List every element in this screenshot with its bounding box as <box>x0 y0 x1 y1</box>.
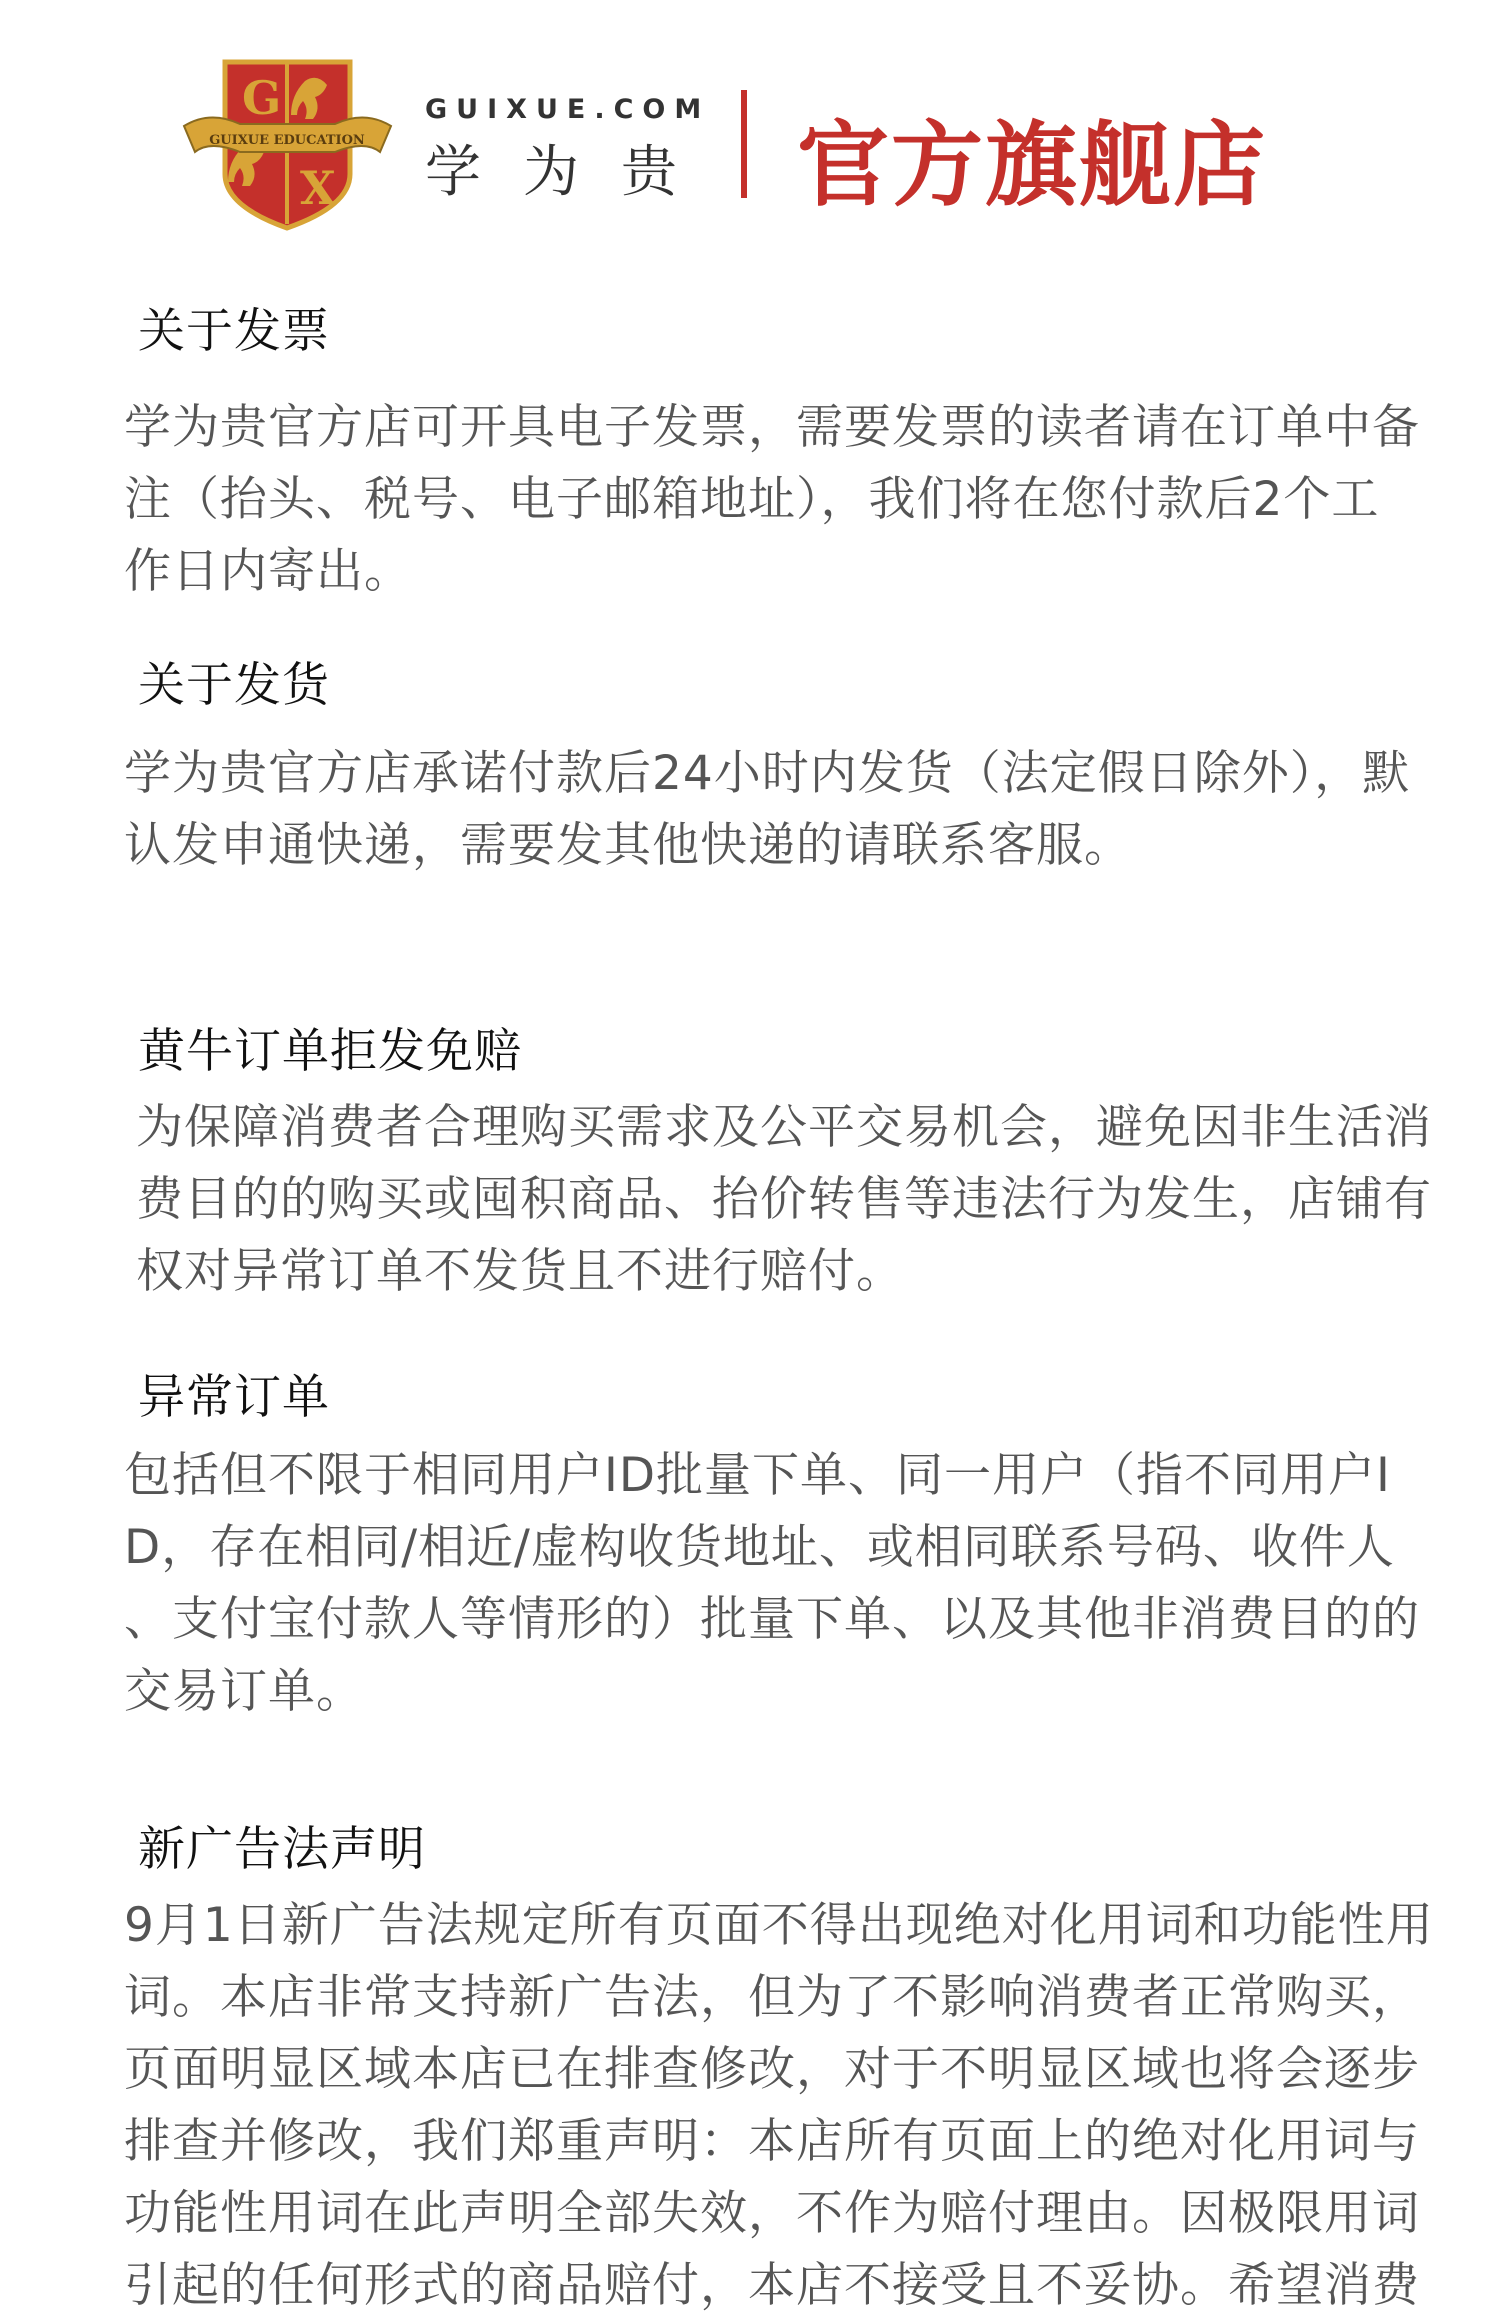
guixue-crest-logo <box>180 56 395 232</box>
advertising-law-section-body: 9月1日新广告法规定所有页面不得出现绝对化用词和功能性用 词。本店非常支持新广告法，但为了不影响消费者正常购买， 页面明显区域本店已在排查修改，对于不明显区域也将会逐步 排查并修改，我们郑重声明：本店所有页面上的绝对化用词与 功能性用词在此声明全部失效，不作为赔付理由。因极限用词 引起的任何形式的商品赔付，本店不接受且不妥协。希望消费 <box>124 1898 1434 2313</box>
header-divider <box>741 90 747 198</box>
store-title: 官方旗舰店 <box>797 112 1268 219</box>
brand-english-name: GUIXUE.COM <box>425 94 711 125</box>
store-header <box>0 0 1500 250</box>
scalper-order-section-body: 为保障消费者合理购买需求及公平交易机会，避免因非生活消 费目的的购买或囤积商品、抬价转售等违法行为发生，店铺有 权对异常订单不发货且不进行赔付。 <box>136 1100 1432 1299</box>
crest-letter-g: G <box>242 71 282 125</box>
brand-chinese-name: 学为贵 <box>425 140 719 205</box>
crest-letter-x: X <box>300 161 336 215</box>
invoice-section-body: 学为贵官方店可开具电子发票，需要发票的读者请在订单中备 注（抬头、税号、电子邮箱地址），我们将在您付款后2个工 作日内寄出。 <box>124 400 1420 599</box>
invoice-section-title: 关于发票 <box>138 304 330 359</box>
abnormal-order-section-title: 异常订单 <box>138 1370 330 1425</box>
scalper-order-section-title: 黄牛订单拒发免赔 <box>138 1024 522 1079</box>
shipping-section-title: 关于发货 <box>138 658 330 713</box>
crest-ribbon-text: GUIXUE EDUCATION <box>209 133 365 148</box>
advertising-law-section-title: 新广告法声明 <box>138 1822 426 1877</box>
shipping-section-body: 学为贵官方店承诺付款后24小时内发货（法定假日除外），默 认发申通快递，需要发其他快递的请联系客服。 <box>124 746 1411 873</box>
abnormal-order-section-body: 包括但不限于相同用户ID批量下单、同一用户（指不同用户I D，存在相同/相近/虚构收货地址、或相同联系号码、收件人 、支付宝付款人等情形的）批量下单、以及其他非消费目的的 交易订单。 <box>124 1448 1420 1719</box>
